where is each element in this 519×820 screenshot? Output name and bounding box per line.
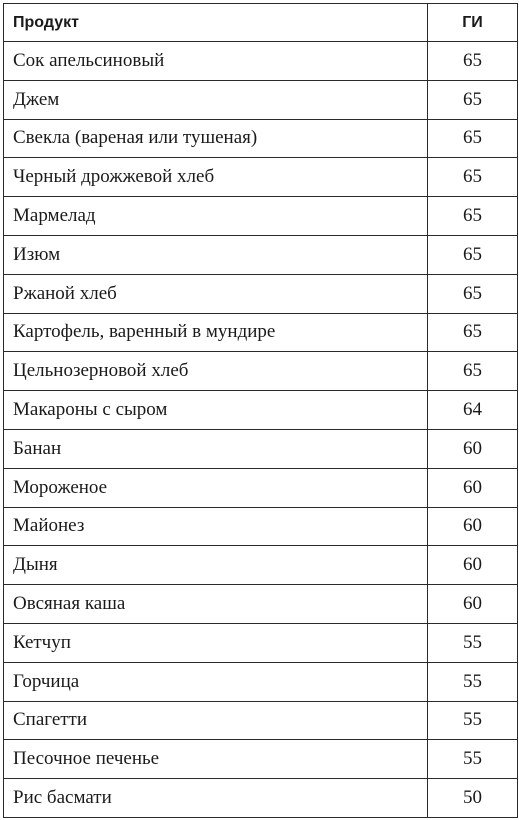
gi-value: 65 (428, 80, 518, 119)
product-name: Ржаной хлеб (4, 274, 428, 313)
product-name: Черный дрожжевой хлеб (4, 158, 428, 197)
table-row (4, 80, 518, 119)
gi-value: 60 (428, 585, 518, 624)
product-name: Макароны с сыром (4, 391, 428, 430)
gi-value: 60 (428, 468, 518, 507)
glycemic-index-table (3, 3, 518, 818)
table-row (4, 429, 518, 468)
product-name: Свекла (вареная или тушеная) (4, 119, 428, 158)
gi-value: 60 (428, 507, 518, 546)
product-name: Песочное печенье (4, 740, 428, 779)
gi-value: 65 (428, 313, 518, 352)
header-product: Продукт (4, 4, 428, 42)
product-name: Банан (4, 429, 428, 468)
table-row (4, 701, 518, 740)
table-row (4, 391, 518, 430)
gi-value: 65 (428, 119, 518, 158)
gi-value: 55 (428, 623, 518, 662)
gi-value: 65 (428, 197, 518, 236)
gi-value: 65 (428, 274, 518, 313)
header-row (4, 4, 518, 42)
product-name: Джем (4, 80, 428, 119)
product-name: Рис басмати (4, 779, 428, 818)
table-row (4, 546, 518, 585)
table-row (4, 274, 518, 313)
table-row (4, 623, 518, 662)
product-name: Мармелад (4, 197, 428, 236)
gi-value: 65 (428, 235, 518, 274)
table-row (4, 197, 518, 236)
product-name: Дыня (4, 546, 428, 585)
table-row (4, 119, 518, 158)
gi-value: 50 (428, 779, 518, 818)
table-row (4, 662, 518, 701)
header-gi: ГИ (428, 4, 518, 42)
product-name: Спагетти (4, 701, 428, 740)
product-name: Изюм (4, 235, 428, 274)
product-name: Майонез (4, 507, 428, 546)
product-name: Сок апельсиновый (4, 42, 428, 81)
table-row (4, 42, 518, 81)
gi-value: 60 (428, 546, 518, 585)
product-name: Горчица (4, 662, 428, 701)
table-row (4, 468, 518, 507)
gi-value: 55 (428, 662, 518, 701)
gi-value: 64 (428, 391, 518, 430)
table-row (4, 158, 518, 197)
gi-value: 55 (428, 701, 518, 740)
product-name: Цельнозерновой хлеб (4, 352, 428, 391)
table-row (4, 779, 518, 818)
table-row (4, 313, 518, 352)
table-row (4, 740, 518, 779)
table-row (4, 352, 518, 391)
product-name: Овсяная каша (4, 585, 428, 624)
gi-value: 60 (428, 429, 518, 468)
product-name: Кетчуп (4, 623, 428, 662)
table-row (4, 235, 518, 274)
gi-value: 65 (428, 42, 518, 81)
table-body (4, 42, 518, 818)
gi-value: 65 (428, 352, 518, 391)
table-row (4, 507, 518, 546)
product-name: Картофель, варенный в мундире (4, 313, 428, 352)
table-header (4, 4, 518, 42)
table-row (4, 585, 518, 624)
gi-value: 55 (428, 740, 518, 779)
gi-value: 65 (428, 158, 518, 197)
product-name: Мороженое (4, 468, 428, 507)
